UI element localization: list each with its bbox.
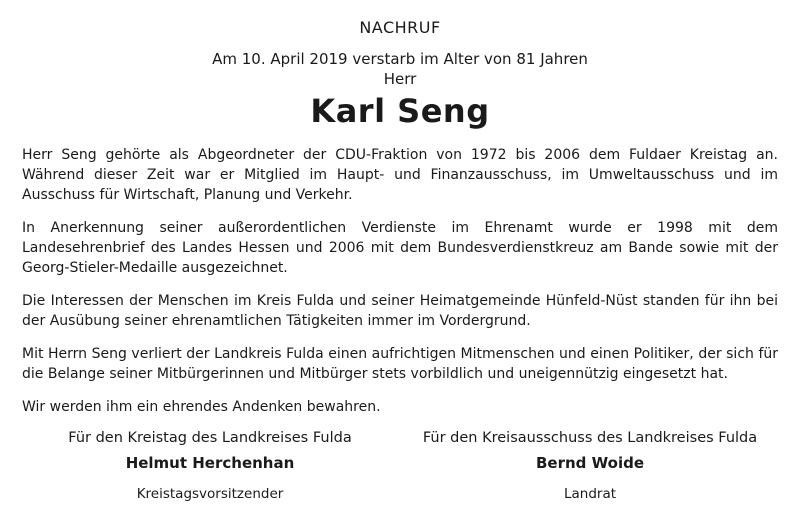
signatory-role: Landrat <box>563 486 617 502</box>
paragraph-closing: Wir werden ihm ein ehrendes Andenken bewahren. <box>22 399 381 415</box>
paragraph-honors: In Anerkennung seiner außerordentlichen Verdienste im Ehrenamt wurde er 1998 mit dem Landesehrenbrief des Landes Hessen und 2006 mit dem Bundesverdienstkreuz am Bande sowie mit der Georg-Stieler-Medaille ausgezeichnet. <box>22 220 778 276</box>
signature-organization: Für den Kreisausschuss des Landkreises Fulda <box>422 430 758 446</box>
paragraph-tribute: Mit Herrn Seng verliert der Landkreis Fulda einen aufrichtigen Mitmenschen und einen Politiker, der sich für die Belange seiner Mitbürgerinnen und Mitbürger stets vorbildlich und uneigennützig eingesetzt hat. <box>22 346 778 382</box>
notice-body <box>22 145 778 430</box>
signatory-name: Helmut Herchenhan <box>125 454 295 472</box>
paragraph-career: Herr Seng gehörte als Abgeordneter der CDU-Fraktion von 1972 bis 2006 dem Fuldaer Kreistag an. Während dieser Zeit war er Mitglied im Haupt- und Finanzausschuss, im Umweltausschuss und im Ausschuss für Wirtschaft, Planung und Verkehr. <box>22 147 778 203</box>
deceased-name: Karl Seng <box>310 92 490 130</box>
signature-kreisausschuss <box>420 428 760 504</box>
paragraph-interests: Die Interessen der Menschen im Kreis Fulda und seiner Heimatgemeinde Hünfeld-Nüst standen für ihn bei der Ausübung seiner ehrenamtlichen Tätigkeiten immer im Vordergrund. <box>22 293 778 329</box>
death-announcement: Am 10. April 2019 verstarb im Alter von 81 Jahren <box>212 50 588 68</box>
signature-kreistag <box>40 428 380 504</box>
notice-title: NACHRUF <box>359 18 441 37</box>
signature-organization: Für den Kreistag des Landkreises Fulda <box>68 430 352 446</box>
salutation: Herr <box>383 70 417 88</box>
signatory-name: Bernd Woide <box>535 454 644 472</box>
signatory-role: Kreistagsvorsitzender <box>136 486 284 502</box>
